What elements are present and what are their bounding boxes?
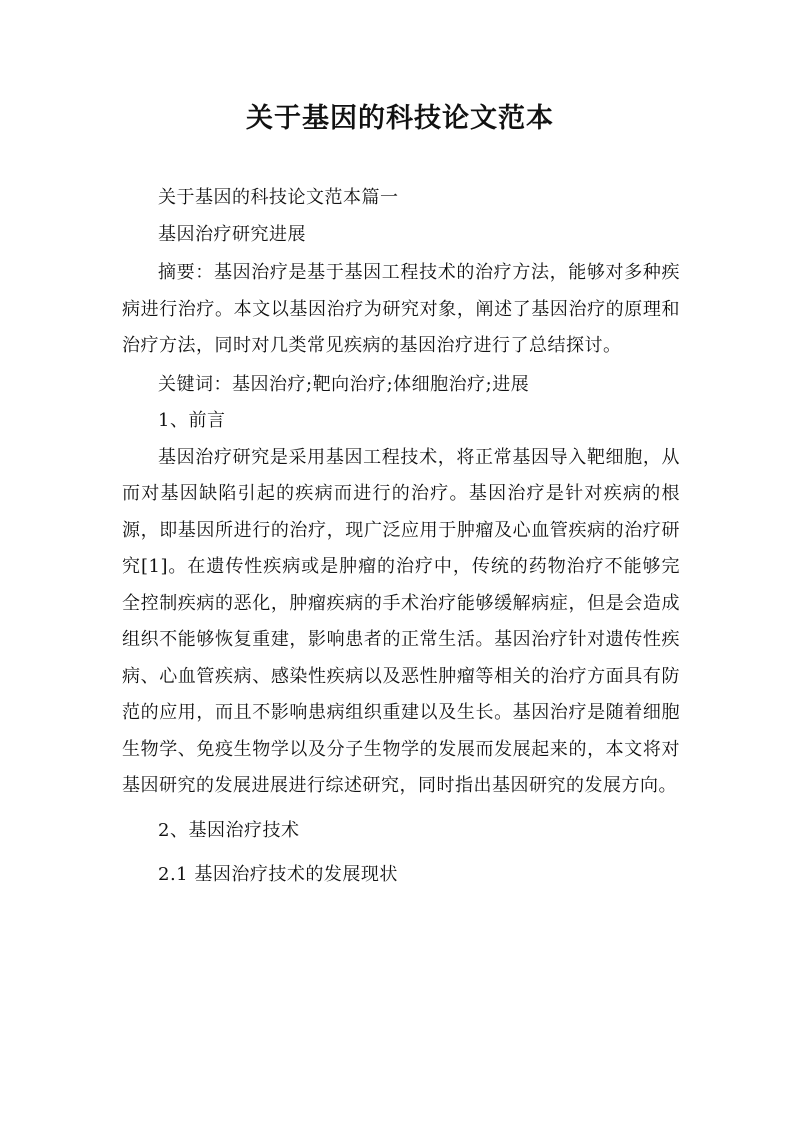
keywords-paragraph: 关键词：基因治疗;靶向治疗;体细胞治疗;进展 [158,373,530,395]
heading-gene-therapy-technology: 2、基因治疗技术 [158,819,300,841]
section-title: 关于基因的科技论文范本篇一 [158,187,399,208]
document-body [122,180,680,898]
subheading-development-status: 2.1 基因治疗技术的发展现状 [158,864,398,885]
document-title: 关于基因的科技论文范本 [246,103,554,134]
heading-introduction: 1、前言 [158,410,226,431]
introduction-paragraph: 基因治疗研究是采用基因工程技术，将正常基因导入靶细胞，从而对基因缺陷引起的疾病而进行的治疗。基因治疗是针对疾病的根源，即基因所进行的治疗，现广泛应用于肿瘤及心血管疾病的治疗研究[1]。在遗传性疾病或是肿瘤的治疗中，传统的药物治疗不能够完全控制疾病的恶化，肿瘤疾病的手术治疗能够缓解病症，但是会造成组织不能够恢复重建，影响患者的正常生活。基因治疗针对遗传性疾病、心血管疾病、感染性疾病以及恶性肿瘤等相关的治疗方面具有防范的应用，而且不影响患病组织重建以及生长。基因治疗是随着细胞生物学、免疫生物学以及分子生物学的发展而发展起来的，本文将对基因研究的发展进展进行综述研究，同时指出基因研究的发展方向。 [122,446,680,796]
abstract-paragraph: 摘要：基因治疗是基于基因工程技术的治疗方法，能够对多种疾病进行治疗。本文以基因治疗为研究对象，阐述了基因治疗的原理和治疗方法，同时对几类常见疾病的基因治疗进行了总结探讨。 [122,262,680,356]
article-title: 基因治疗研究进展 [158,223,306,245]
